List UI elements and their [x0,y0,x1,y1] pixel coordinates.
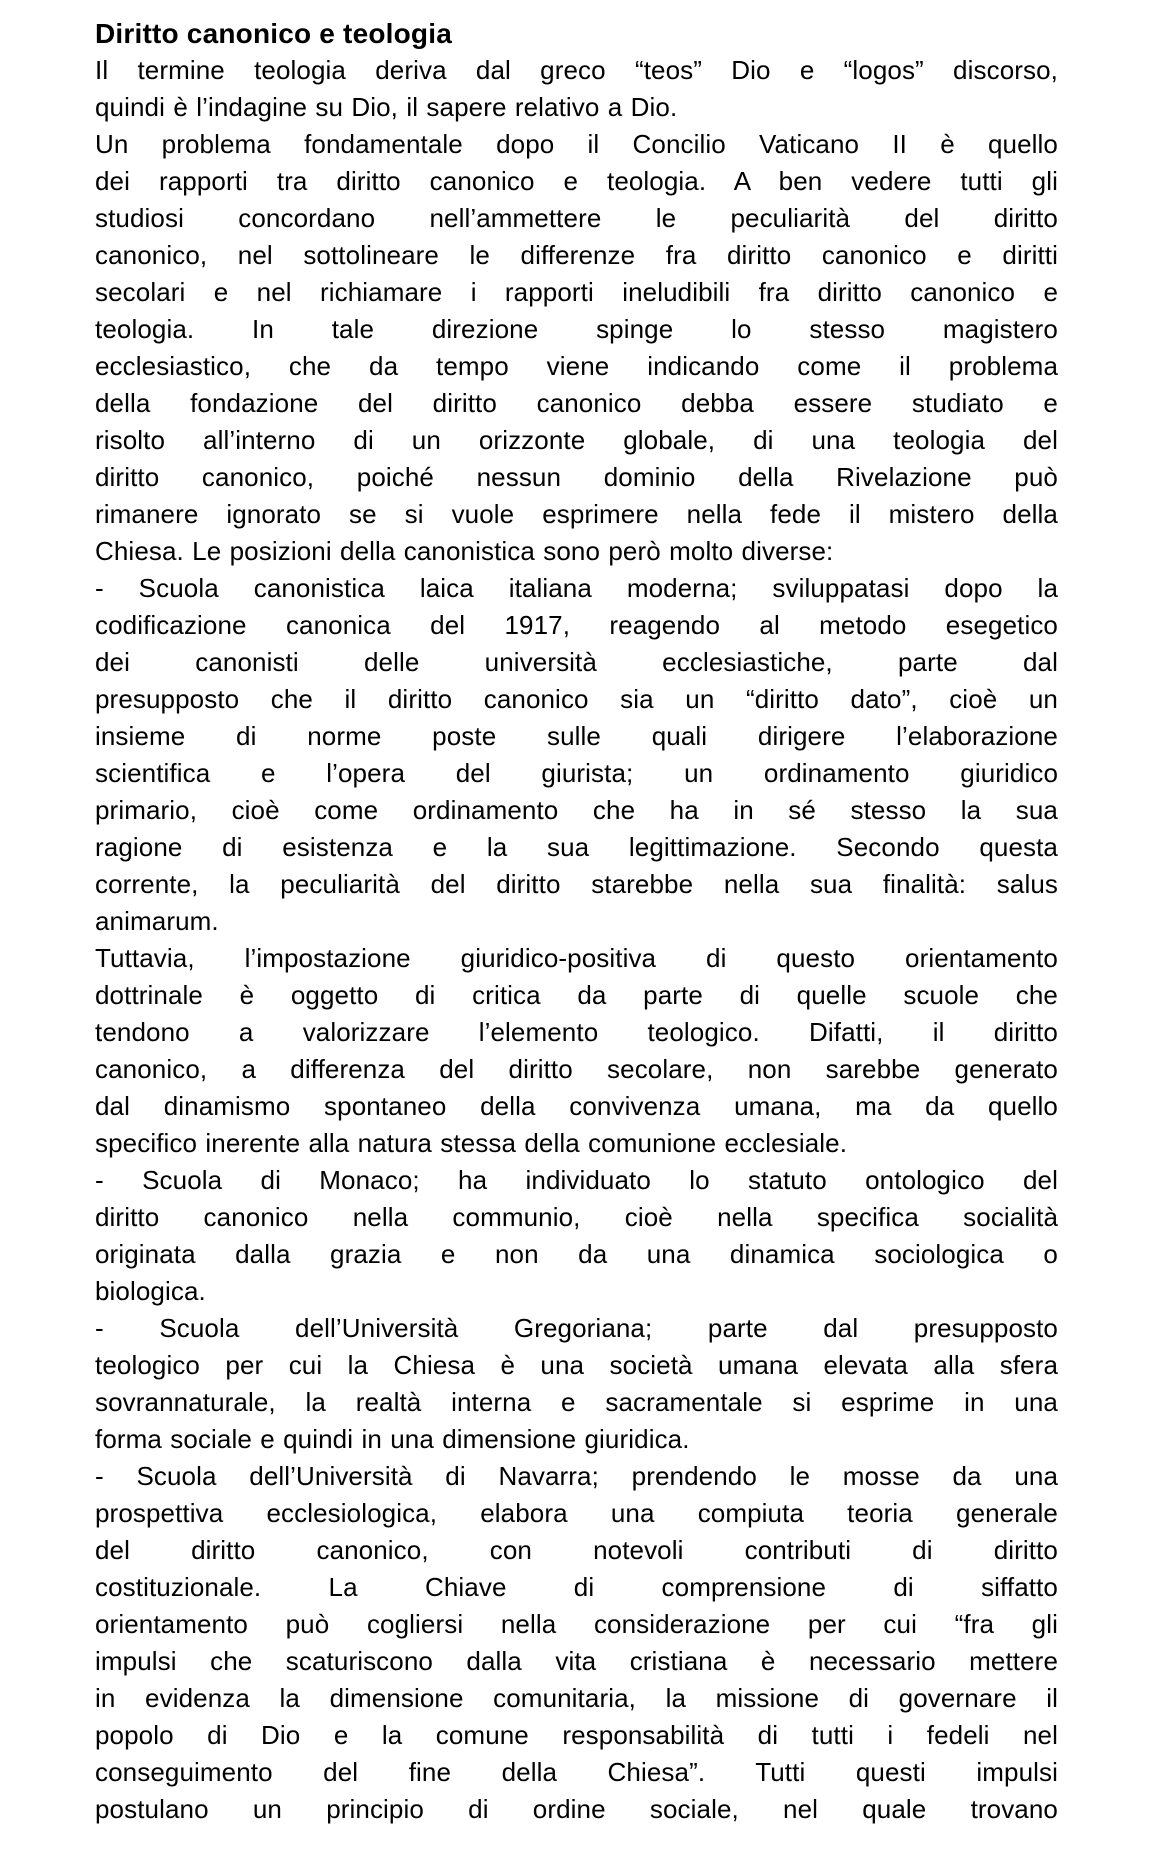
text-line: - Scuola di Monaco; ha individuato lo statuto ontologico del [95,1165,1058,1195]
text-line: studiosi concordano nell’ammettere le peculiarità del diritto [95,203,1058,233]
paragraph [95,52,1058,126]
text-line: orientamento può cogliersi nella considerazione per cui “fra gli [95,1609,1058,1639]
paragraph [95,1162,1058,1310]
text-line: diritto canonico nella communio, cioè nella specifica socialità [95,1202,1058,1232]
text-line: codificazione canonica del 1917, reagendo al metodo esegetico [95,610,1058,640]
text-line: originata dalla grazia e non da una dinamica sociologica o [95,1239,1058,1269]
text-line: costituzionale. La Chiave di comprensione di siffatto [95,1572,1058,1602]
text-line: rimanere ignorato se si vuole esprimere nella fede il mistero della [95,499,1058,529]
text-line: canonico, a differenza del diritto secolare, non sarebbe generato [95,1054,1058,1084]
text-line: corrente, la peculiarità del diritto starebbe nella sua finalità: salus [95,869,1058,899]
text-line: Il termine teologia deriva dal greco “teos” Dio e “logos” discorso, [95,55,1058,85]
text-line: teologia. In tale direzione spinge lo stesso magistero [95,314,1058,344]
text-line: quindi è l’indagine su Dio, il sapere relativo a Dio. [95,92,678,122]
text-line: - Scuola dell’Università Gregoriana; parte dal presupposto [95,1313,1058,1343]
text-line: conseguimento del fine della Chiesa”. Tutti questi impulsi [95,1757,1058,1787]
text-line: in evidenza la dimensione comunitaria, la missione di governare il [95,1683,1058,1713]
paragraph [95,570,1058,940]
text-line: Chiesa. Le posizioni della canonistica sono però molto diverse: [95,536,834,566]
text-line: forma sociale e quindi in una dimensione giuridica. [95,1424,690,1454]
text-line: postulano un principio di ordine sociale, nel quale trovano [95,1794,1058,1824]
text-line: dei rapporti tra diritto canonico e teologia. A ben vedere tutti gli [95,166,1058,196]
text-line: canonico, nel sottolineare le differenze fra diritto canonico e diritti [95,240,1058,270]
text-line: presupposto che il diritto canonico sia un “diritto dato”, cioè un [95,684,1058,714]
paragraph [95,1458,1058,1828]
text-line: ecclesiastico, che da tempo viene indicando come il problema [95,351,1058,381]
text-line: primario, cioè come ordinamento che ha in sé stesso la sua [95,795,1058,825]
text-line: impulsi che scaturiscono dalla vita cristiana è necessario mettere [95,1646,1058,1676]
document-body [95,52,1058,1828]
text-line: prospettiva ecclesiologica, elabora una compiuta teoria generale [95,1498,1058,1528]
document-title: Diritto canonico e teologia [95,18,452,49]
paragraph [95,1310,1058,1458]
text-line: teologico per cui la Chiesa è una società umana elevata alla sfera [95,1350,1058,1380]
text-line: Un problema fondamentale dopo il Concilio Vaticano II è quello [95,129,1058,159]
text-line: dal dinamismo spontaneo della convivenza umana, ma da quello [95,1091,1058,1121]
text-line: popolo di Dio e la comune responsabilità di tutti i fedeli nel [95,1720,1058,1750]
text-line: dei canonisti delle università ecclesiastiche, parte dal [95,647,1058,677]
text-line: Tuttavia, l’impostazione giuridico-positiva di questo orientamento [95,943,1058,973]
text-line: diritto canonico, poiché nessun dominio della Rivelazione può [95,462,1058,492]
text-line: della fondazione del diritto canonico debba essere studiato e [95,388,1058,418]
text-line: sovrannaturale, la realtà interna e sacramentale si esprime in una [95,1387,1058,1417]
text-line: insieme di norme poste sulle quali dirigere l’elaborazione [95,721,1058,751]
text-line: animarum. [95,906,219,936]
text-line: specifico inerente alla natura stessa della comunione ecclesiale. [95,1128,848,1158]
text-line: tendono a valorizzare l’elemento teologico. Difatti, il diritto [95,1017,1058,1047]
text-line: dottrinale è oggetto di critica da parte di quelle scuole che [95,980,1058,1010]
text-line: - Scuola dell’Università di Navarra; prendendo le mosse da una [95,1461,1058,1491]
text-line: risolto all’interno di un orizzonte globale, di una teologia del [95,425,1058,455]
text-line: ragione di esistenza e la sua legittimazione. Secondo questa [95,832,1058,862]
paragraph [95,940,1058,1162]
paragraph [95,126,1058,570]
text-line: scientifica e l’opera del giurista; un ordinamento giuridico [95,758,1058,788]
text-line: biologica. [95,1276,206,1306]
text-line: secolari e nel richiamare i rapporti ineludibili fra diritto canonico e [95,277,1058,307]
text-line: - Scuola canonistica laica italiana moderna; sviluppatasi dopo la [95,573,1058,603]
text-line: del diritto canonico, con notevoli contributi di diritto [95,1535,1058,1565]
